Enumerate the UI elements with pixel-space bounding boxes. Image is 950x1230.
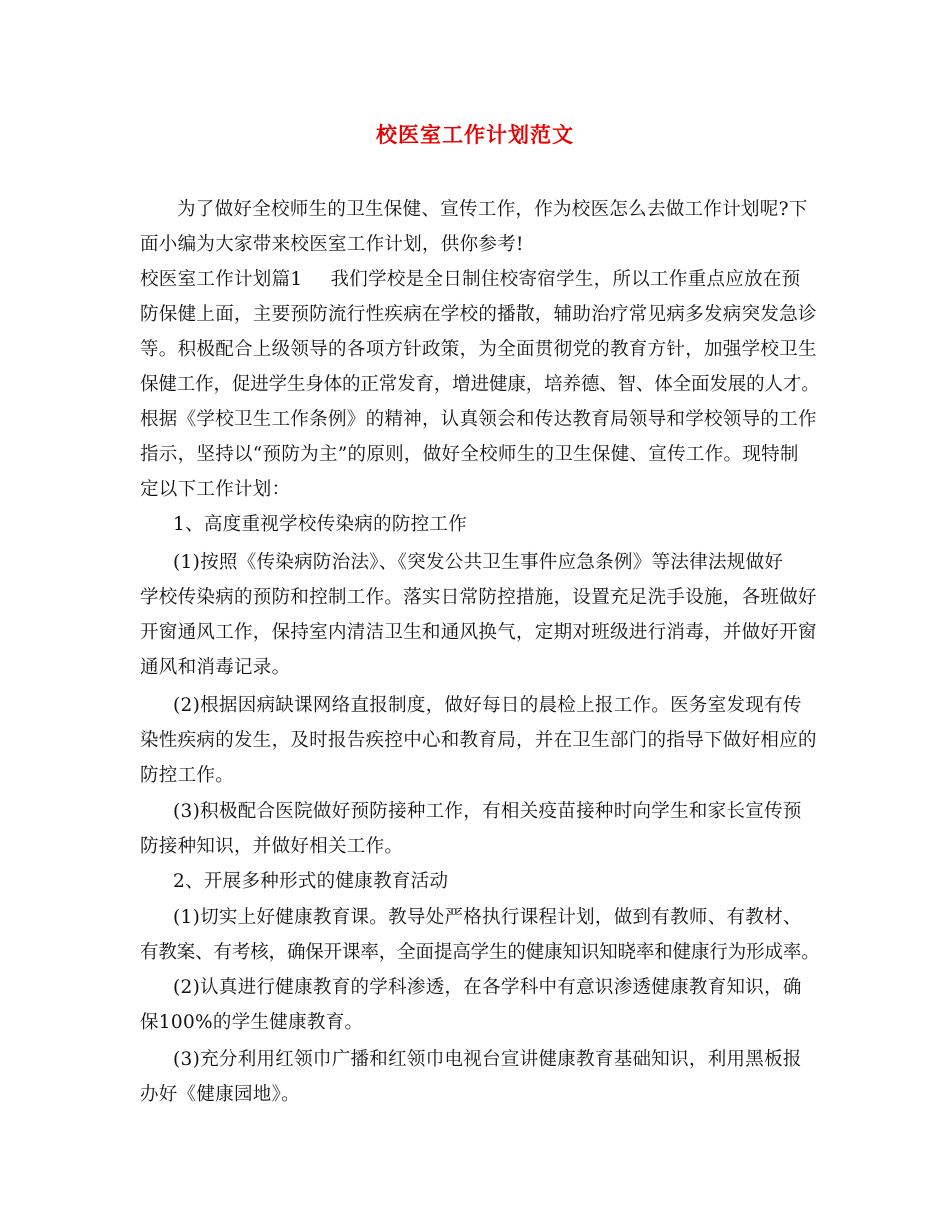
paragraph-line: 防保健上面，主要预防流行性疾病在学校的播散，辅助治疗常见病多发病突发急诊: [140, 304, 817, 325]
paragraph-line: 保健工作，促进学生身体的正常发育，增进健康，培养德、智、体全面发展的人才。: [140, 374, 820, 395]
section-heading: 2、开展多种形式的健康教育活动: [173, 871, 449, 892]
section-heading: 校医室工作计划篇1: [140, 269, 303, 290]
paragraph-line: (1)切实上好健康教育课。教导处严格执行课程计划，做到有教师、有教材、: [173, 907, 802, 928]
paragraph-line: 定以下工作计划：: [140, 479, 291, 500]
paragraph-line: 根据《学校卫生工作条例》的精神，认真领会和传达教育局领导和学校领导的工作: [140, 409, 817, 430]
paragraph-line: 保100%的学生健康教育。: [140, 1012, 364, 1033]
paragraph-line: 等。积极配合上级领导的各项方针政策，为全面贯彻党的教育方针，加强学校卫生: [140, 339, 817, 360]
paragraph-line: (1)按照《传染病防治法》、《突发公共卫生事件应急条例》等法律法规做好: [173, 552, 784, 573]
paragraph-line: 指示，坚持以“预防为主”的原则，做好全校师生的卫生保健、宣传工作。现特制: [140, 444, 799, 465]
paragraph-line: 防控工作。: [140, 765, 235, 786]
paragraph-line: (3)积极配合医院做好预防接种工作，有相关疫苗接种时向学生和家长宣传预: [173, 801, 802, 822]
paragraph-line: 办好《健康园地》。: [140, 1084, 300, 1105]
paragraph-line: (3)充分利用红领巾广播和红领巾电视台宣讲健康教育基础知识，利用黑板报: [173, 1049, 802, 1070]
paragraph-line: 学校传染病的预防和控制工作。落实日常防控措施，设置充足洗手设施，各班做好: [140, 587, 817, 608]
paragraph-line: (2)根据因病缺课网络直报制度，做好每日的晨检上报工作。医务室发现有传: [173, 695, 802, 716]
paragraph-line: 为了做好全校师生的卫生保健、宣传工作，作为校医怎么去做工作计划呢?下: [177, 199, 808, 220]
paragraph-text: 我们学校是全日制住校寄宿学生，所以工作重点应放在预: [330, 269, 801, 290]
paragraph-line: 面小编为大家带来校医室工作计划，供你参考!: [140, 234, 524, 255]
paragraph-line: 防接种知识，并做好相关工作。: [140, 836, 404, 857]
paragraph-line: 有教案、有考核，确保开课率，全面提高学生的健康知识知晓率和健康行为形成率。: [140, 942, 820, 963]
paragraph-line: 通风和消毒记录。: [140, 657, 291, 678]
paragraph-line-with-heading: [140, 267, 801, 293]
paragraph-line: (2)认真进行健康教育的学科渗透，在各学科中有意识渗透健康教育知识，确: [173, 977, 802, 998]
document-title: 校医室工作计划范文: [376, 122, 574, 147]
paragraph-line: 开窗通风工作，保持室内清洁卫生和通风换气，定期对班级进行消毒，并做好开窗: [140, 622, 817, 643]
section-heading: 1、高度重视学校传染病的防控工作: [173, 514, 468, 535]
paragraph-line: 染性疾病的发生，及时报告疾控中心和教育局，并在卫生部门的指导下做好相应的: [140, 730, 817, 751]
